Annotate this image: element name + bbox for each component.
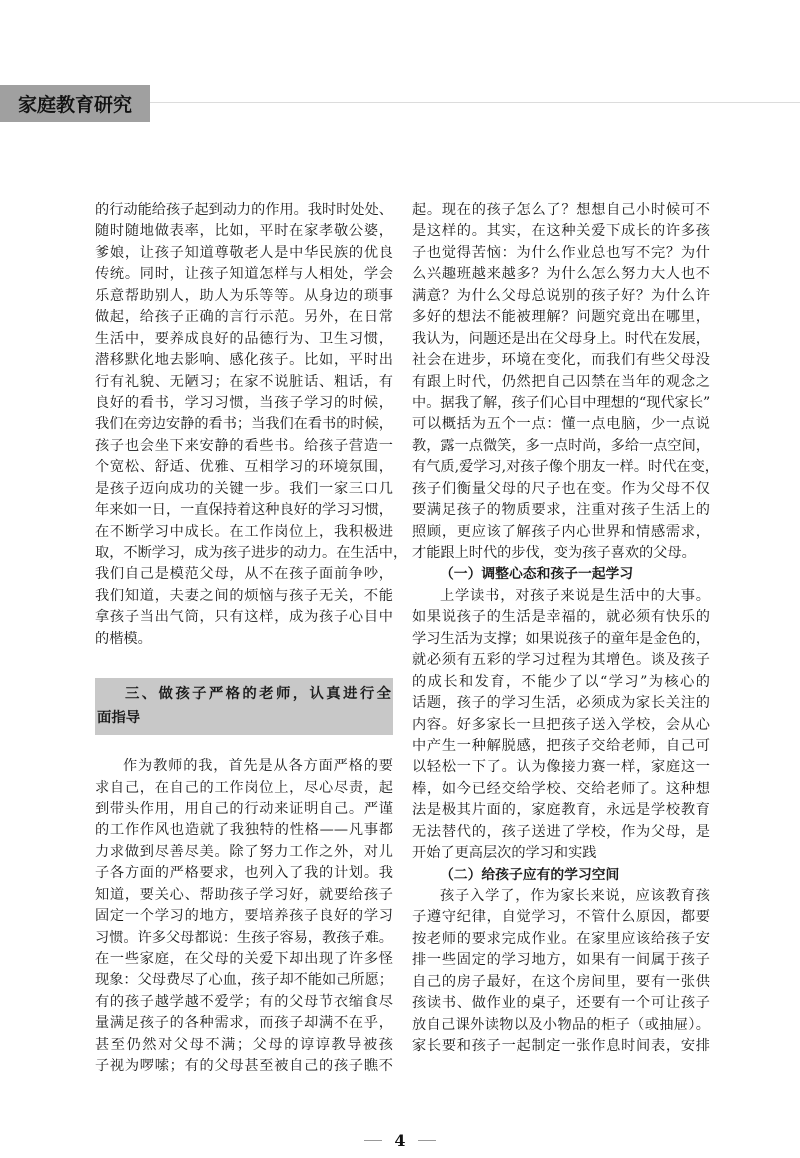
text-line: 潜移默化地去影响、感化孩子。比如，平时出 [95, 352, 393, 369]
text-line: 满意？为什么父母总说别的孩子好？为什么许 [412, 287, 710, 304]
text-line: 三、做孩子严格的老师，认真进行全 [125, 685, 391, 702]
text-line: 取，不断学习，成为孩子进步的动力。在生活中， [95, 545, 408, 561]
text-line: 拿孩子当出气筒，只有这样，成为孩子心目中 [95, 609, 393, 626]
text-line: 上学读书，对孩子来说是生活中的大事。 [440, 587, 710, 604]
text-line: 是这样的。其实，在这种关爱下成长的许多孩 [412, 223, 710, 240]
text-line: 固定一个学习的地方，要培养孩子良好的学习 [95, 908, 393, 925]
text-line: 家长要和孩子一起制定一张作息时间表，安排 [412, 1038, 710, 1055]
text-line: 棒，如今已经交给学校、交给老师了。这种想 [412, 780, 710, 797]
spacer [95, 735, 393, 756]
text-line: 有气质,爱学习,对孩子像个朋友一样。时代在变， [412, 459, 719, 476]
text-line: 在不断学习中成长。在工作岗位上，我积极进 [95, 523, 393, 540]
text-line: 有跟上时代，仍然把自己囚禁在当年的观念之 [412, 373, 710, 390]
text-line: 自己的房子最好，在这个房间里，要有一张供 [412, 973, 710, 990]
text-line: 子也觉得苦恼：为什么作业总也写不完？为什 [412, 244, 710, 261]
text-line: 就必须有五彩的学习过程为其增色。谈及孩子 [412, 652, 710, 669]
section-heading [95, 678, 393, 735]
text-line: 内容。好多家长一旦把孩子送入学校，会从心 [412, 716, 710, 733]
text-line: 排一些固定的学习地方，如果有一间属于孩子 [412, 952, 710, 969]
text-line: 的行动能给孩子起到动力的作用。我时时处处、 [95, 202, 393, 218]
text-line: 的楷模。 [95, 630, 152, 647]
text-line: 求自己，在自己的工作岗位上，尽心尽责，起 [95, 779, 393, 796]
subheading: （二）给孩子应有的学习空间 [440, 866, 620, 883]
text-line: 现象：父母费尽了心血，孩子却不能如己所愿； [95, 972, 393, 989]
paragraph [412, 886, 710, 1058]
text-line: 放自己课外读物以及小物品的柜子（或抽屉）。 [412, 1016, 710, 1033]
text-line: 子各方面的严格要求，也列入了我的计划。我 [95, 865, 393, 882]
paragraph [95, 756, 393, 1078]
text-line: 照顾，更应该了解孩子内心世界和情感需求， [412, 523, 710, 540]
text-line: 孩子入学了，作为家长来说，应该教育孩 [440, 888, 710, 904]
text-line: 习惯。许多父母都说：生孩子容易，教孩子难。 [95, 929, 393, 946]
text-line: 量满足孩子的各种需求，而孩子却满不在乎， [95, 1015, 393, 1032]
text-line: 无法替代的，孩子送进了学校，作为父母，是 [412, 823, 710, 840]
section-header-tab [0, 85, 150, 122]
text-line: 孩子们衡量父母的尺子也在变。作为父母不仅 [412, 480, 710, 497]
text-line: 的工作作风也造就了我独特的性格——凡事都 [95, 822, 393, 839]
left-column [95, 200, 408, 1078]
text-line: 做起，给孩子正确的言行示范。另外，在日常 [95, 309, 393, 326]
text-line: 我们自己是模范父母，从不在孩子面前争吵， [95, 566, 393, 583]
text-line: 以轻松一下了。认为像接力赛一样，家庭这一 [412, 759, 710, 776]
text-line: 么兴趣班越来越多？为什么怎么努力大人也不 [412, 266, 710, 283]
header-rule [150, 102, 800, 103]
text-line: 话题，孩子的学习生活，必须成为家长关注的 [412, 695, 710, 712]
text-line: 在一些家庭，在父母的关爱下却出现了许多怪 [95, 951, 393, 967]
paragraph [95, 200, 408, 650]
text-line: 孩子也会坐下来安静的看些书。给孩子营造一 [95, 437, 393, 454]
subheading: （一）调整心态和孩子一起学习 [440, 566, 634, 583]
text-line: 才能跟上时代的步伐，变为孩子喜欢的父母。 [412, 545, 696, 561]
text-line: 爹娘，让孩子知道尊敬老人是中华民族的优良 [95, 244, 393, 261]
text-line: 行有礼貌、无陋习；在家不说脏话、粗话，有 [95, 373, 393, 390]
text-line: 要满足孩子的物质要求，注重对孩子生活上的 [412, 502, 710, 519]
text-line: 有的孩子越学越不爱学；有的父母节衣缩食尽 [95, 993, 393, 1010]
text-line: 起。现在的孩子怎么了？想想自己小时候可不 [412, 202, 710, 218]
text-line: 面指导 [97, 709, 141, 726]
text-line: 乐意帮助别人，助人为乐等等。从身边的琐事 [95, 287, 393, 304]
section-header-title: 家庭教育研究 [17, 94, 132, 116]
text-line: 中产生一种解脱感，把孩子交给老师，自己可 [412, 737, 710, 754]
text-line: 良好的看书，学习习惯，当孩子学习的时候， [95, 394, 393, 411]
text-line: 如果说孩子的生活是幸福的，就必须有快乐的 [412, 609, 710, 626]
text-line: 我认为，问题还是出在父母身上。时代在发展， [412, 330, 710, 347]
text-line: 的成长和发育，不能少了以“学习”为核心的 [412, 673, 710, 690]
right-column [412, 200, 719, 1058]
page-number: 4 [394, 1130, 406, 1150]
text-line: 可以概括为五个一点：懂一点电脑，少一点说 [412, 416, 710, 433]
paragraph [412, 200, 719, 564]
text-line: 是孩子迈向成功的关键一步。我们一家三口几 [95, 480, 393, 497]
text-line: 年来如一日，一直保持着这种良好的学习习惯， [95, 502, 393, 519]
text-line: 到带头作用，用自己的行动来证明自己。严谨 [95, 800, 393, 817]
text-line: 传统。同时，让孩子知道怎样与人相处，学会 [95, 266, 393, 283]
text-line: 法是极其片面的，家庭教育，永远是学校教育 [412, 802, 710, 819]
spacer [95, 650, 393, 671]
paragraph [412, 586, 710, 865]
text-line: 子视为啰嗦；有的父母甚至被自己的孩子瞧不 [95, 1058, 393, 1075]
text-line: 子遵守纪律，自觉学习，不管什么原因，都要 [412, 909, 710, 926]
footer-dash [364, 1140, 382, 1141]
text-line: 我们知道，夫妻之间的烦恼与孩子无关，不能 [95, 587, 393, 604]
text-line: 多好的想法不能被理解？问题究竟出在哪里， [412, 309, 710, 326]
text-line: 社会在进步，环境在变化，而我们有些父母没 [412, 352, 710, 369]
text-line: 我们在旁边安静的看书；当我们在看书的时候， [95, 416, 393, 433]
text-line: 学习生活为支撑；如果说孩子的童年是金色的， [412, 630, 710, 647]
text-line: 力求做到尽善尽美。除了努力工作之外，对儿 [95, 843, 393, 860]
text-line: 知道，要关心、帮助孩子学习好，就要给孩子 [95, 886, 393, 903]
text-line: 作为教师的我，首先是从各方面严格的要 [123, 758, 393, 775]
text-line: 中。据我了解，孩子们心目中理想的“现代家长” [412, 394, 711, 411]
text-line: 个宽松、舒适、优雅、互相学习的环境氛围， [95, 459, 393, 476]
page-footer [0, 1130, 800, 1150]
text-line: 按老师的要求完成作业。在家里应该给孩子安 [412, 930, 710, 947]
footer-dash [418, 1140, 436, 1141]
text-line: 孩读书、做作业的桌子，还要有一个可让孩子 [412, 995, 710, 1012]
text-line: 教，露一点微笑，多一点时尚，多给一点空间， [412, 437, 710, 454]
text-line: 开始了更高层次的学习和实践 [412, 845, 597, 862]
text-line: 甚至仍然对父母不满；父母的谆谆教导被孩 [95, 1036, 393, 1053]
text-line: 生活中，要养成良好的品德行为、卫生习惯， [95, 330, 393, 347]
text-line: 随时随地做表率，比如，平时在家孝敬公婆， [95, 223, 393, 240]
